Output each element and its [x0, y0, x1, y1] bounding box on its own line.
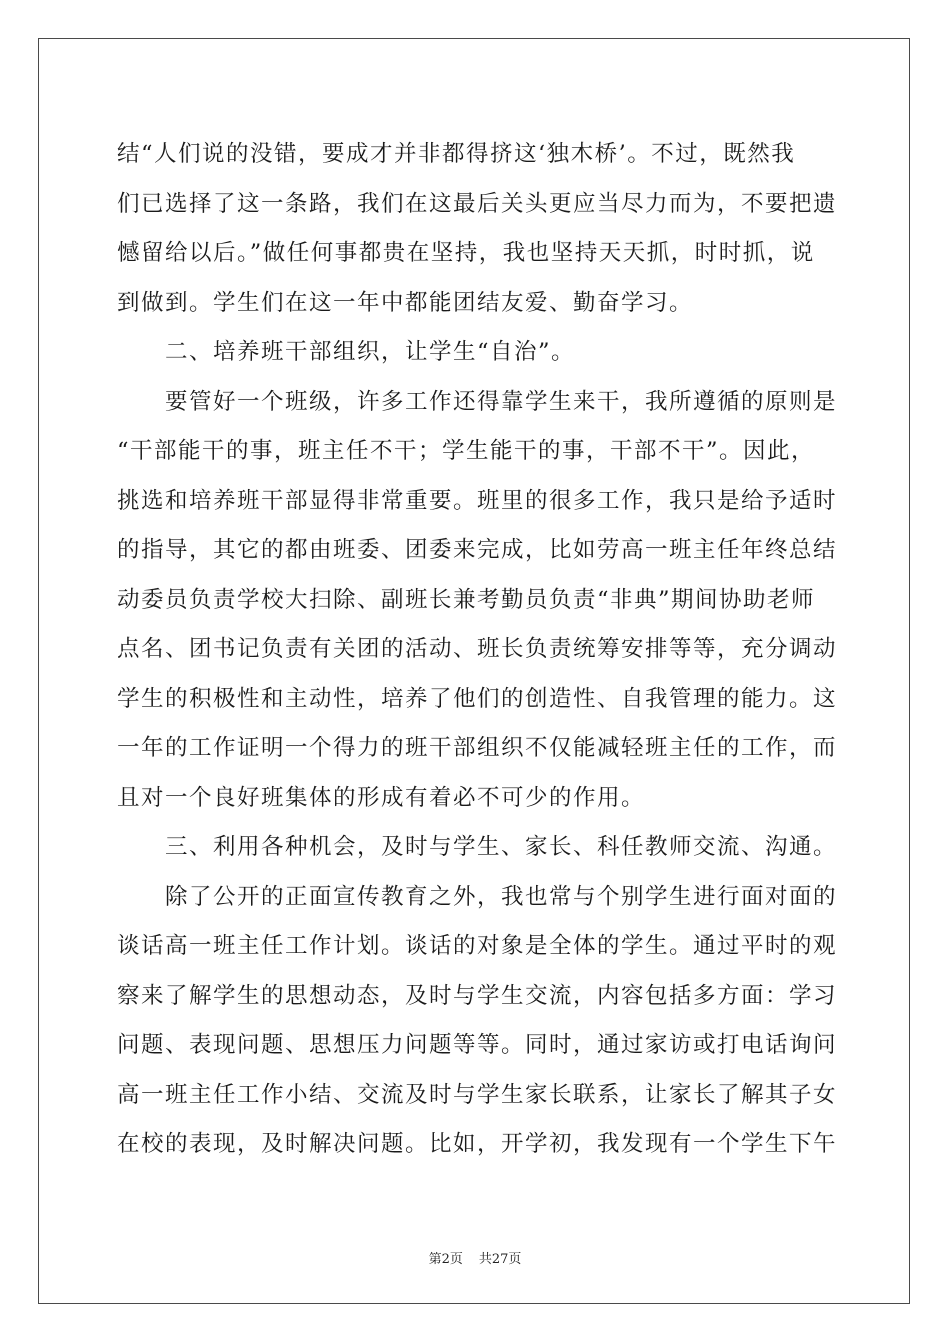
text-line: 谈话高一班主任工作计划。谈话的对象是全体的学生。通过平时的观 [117, 933, 838, 959]
text-line: 挑选和培养班干部显得非常重要。班里的很多工作，我只是给予适时 [117, 487, 838, 514]
text-line: 高一班主任工作小结、交流及时与学生家长联系，让家长了解其子女 [117, 1081, 838, 1108]
page-total: 共27页 [478, 1252, 522, 1267]
text-line: 到做到。学生们在这一年中都能团结友爱、勤奋学习。 [117, 289, 694, 316]
text-line: 问题、表现问题、思想压力问题等等。同时，通过家访或打电话询问 [117, 1032, 838, 1058]
text-line: “干部能干的事，班主任不干；学生能干的事，干部不干”。因此， [117, 438, 816, 464]
text-line: 要管好一个班级，许多工作还得靠学生来干，我所遵循的原则是 [117, 388, 838, 415]
document-body [117, 130, 838, 1170]
section-heading: 三、利用各种机会，及时与学生、家长、科任教师交流、沟通。 [117, 834, 838, 860]
text-line: 动委员负责学校大扫除、副班长兼考勤员负责“非典”期间协助老师 [117, 586, 816, 613]
page-footer [0, 1248, 950, 1267]
text-line: 察来了解学生的思想动态，及时与学生交流，内容包括多方面：学习 [117, 982, 838, 1009]
text-line: 一年的工作证明一个得力的班干部组织不仅能减轻班主任的工作，而 [117, 735, 838, 761]
text-line: 在校的表现，及时解决问题。比如，开学初，我发现有一个学生下午 [117, 1131, 838, 1157]
page-number: 第2页 [428, 1252, 463, 1267]
text-line: 且对一个良好班集体的形成有着必不可少的作用。 [117, 784, 646, 811]
text-line: 憾留给以后。”做任何事都贵在坚持，我也坚持天天抓，时时抓，说 [117, 240, 815, 266]
text-line: 们已选择了这一条路，我们在这最后关头更应当尽力而为，不要把遗 [117, 190, 838, 217]
text-line: 的指导，其它的都由班委、团委来完成，比如劳高一班主任年终总结 [117, 537, 838, 563]
section-heading: 二、培养班干部组织，让学生“自治”。 [117, 339, 576, 365]
text-line: 点名、团书记负责有关团的活动、班长负责统筹安排等等，充分调动 [117, 636, 838, 662]
text-line: 除了公开的正面宣传教育之外，我也常与个别学生进行面对面的 [117, 883, 838, 910]
text-line: 结“人们说的没错，要成才并非都得挤这‘独木桥’。不过，既然我 [117, 141, 796, 167]
text-line: 学生的积极性和主动性，培养了他们的创造性、自我管理的能力。这 [117, 685, 838, 712]
